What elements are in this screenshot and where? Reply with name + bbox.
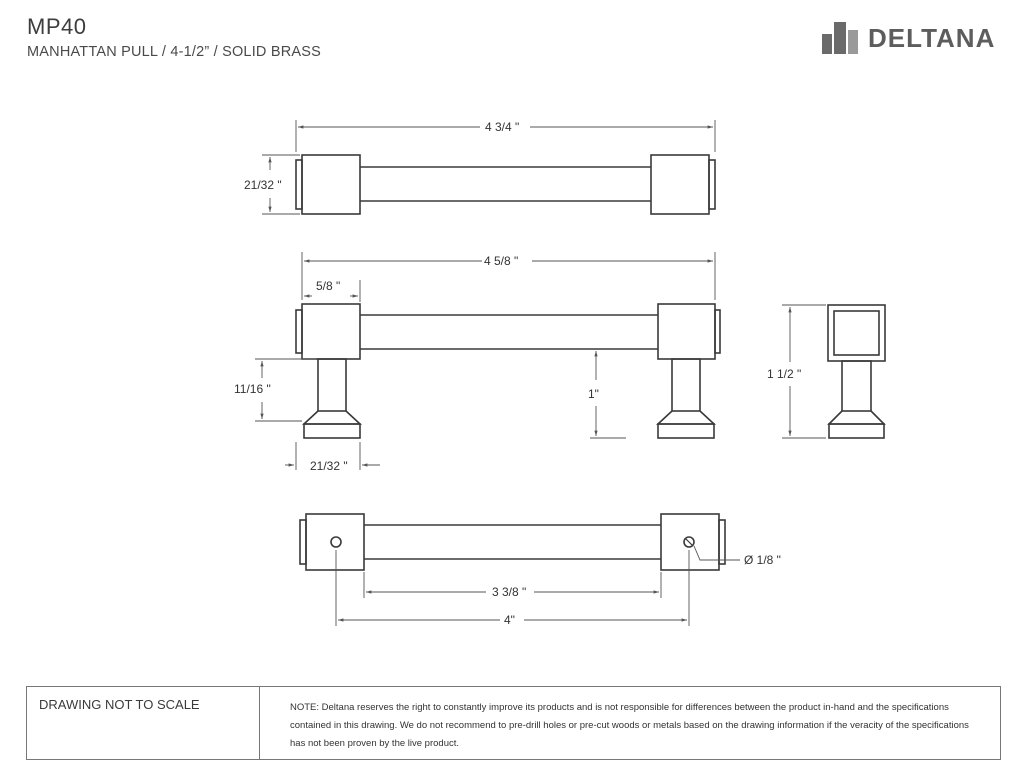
model-number: MP40 [27,14,87,39]
dim-front-post-height: 11/16 " [234,382,271,396]
disclaimer-note: NOTE: Deltana reserves the right to constantly improve its products and is not responsible for differences between the product in-hand and the specifications contained in this drawing. We do not recommend to pre-drill holes or pre-cut woods or metals based on the drawing information if the veracity of the specifications has not been proven by the live product. [290,702,969,749]
side-view [828,305,885,438]
dim-front-overall-length: 4 5/8 " [484,254,519,268]
dim-front-end-width: 5/8 " [316,279,341,293]
dim-top-overall-length: 4 3/4 " [485,120,520,134]
dim-bottom-center-to-center: 4" [504,613,515,627]
bottom-view-dimensions [336,546,740,626]
scale-note: DRAWING NOT TO SCALE [27,687,260,759]
bottom-view [300,514,725,570]
footer-note-box [26,686,1001,760]
dim-top-end-height: 21/32 " [244,178,282,192]
front-view [296,304,720,438]
product-subtitle: MANHATTAN PULL / 4-1/2” / SOLID BRASS [27,44,321,60]
dim-bottom-inner-length: 3 3/8 " [492,585,527,599]
dim-front-base-width: 21/32 " [310,459,348,473]
dim-front-clearance: 1" [588,387,599,401]
top-view [296,155,715,214]
dim-side-total-height: 1 1/2 " [767,367,802,381]
brand-name: DELTANA [868,22,996,53]
dim-bottom-hole-diameter: Ø 1/8 " [744,553,781,567]
